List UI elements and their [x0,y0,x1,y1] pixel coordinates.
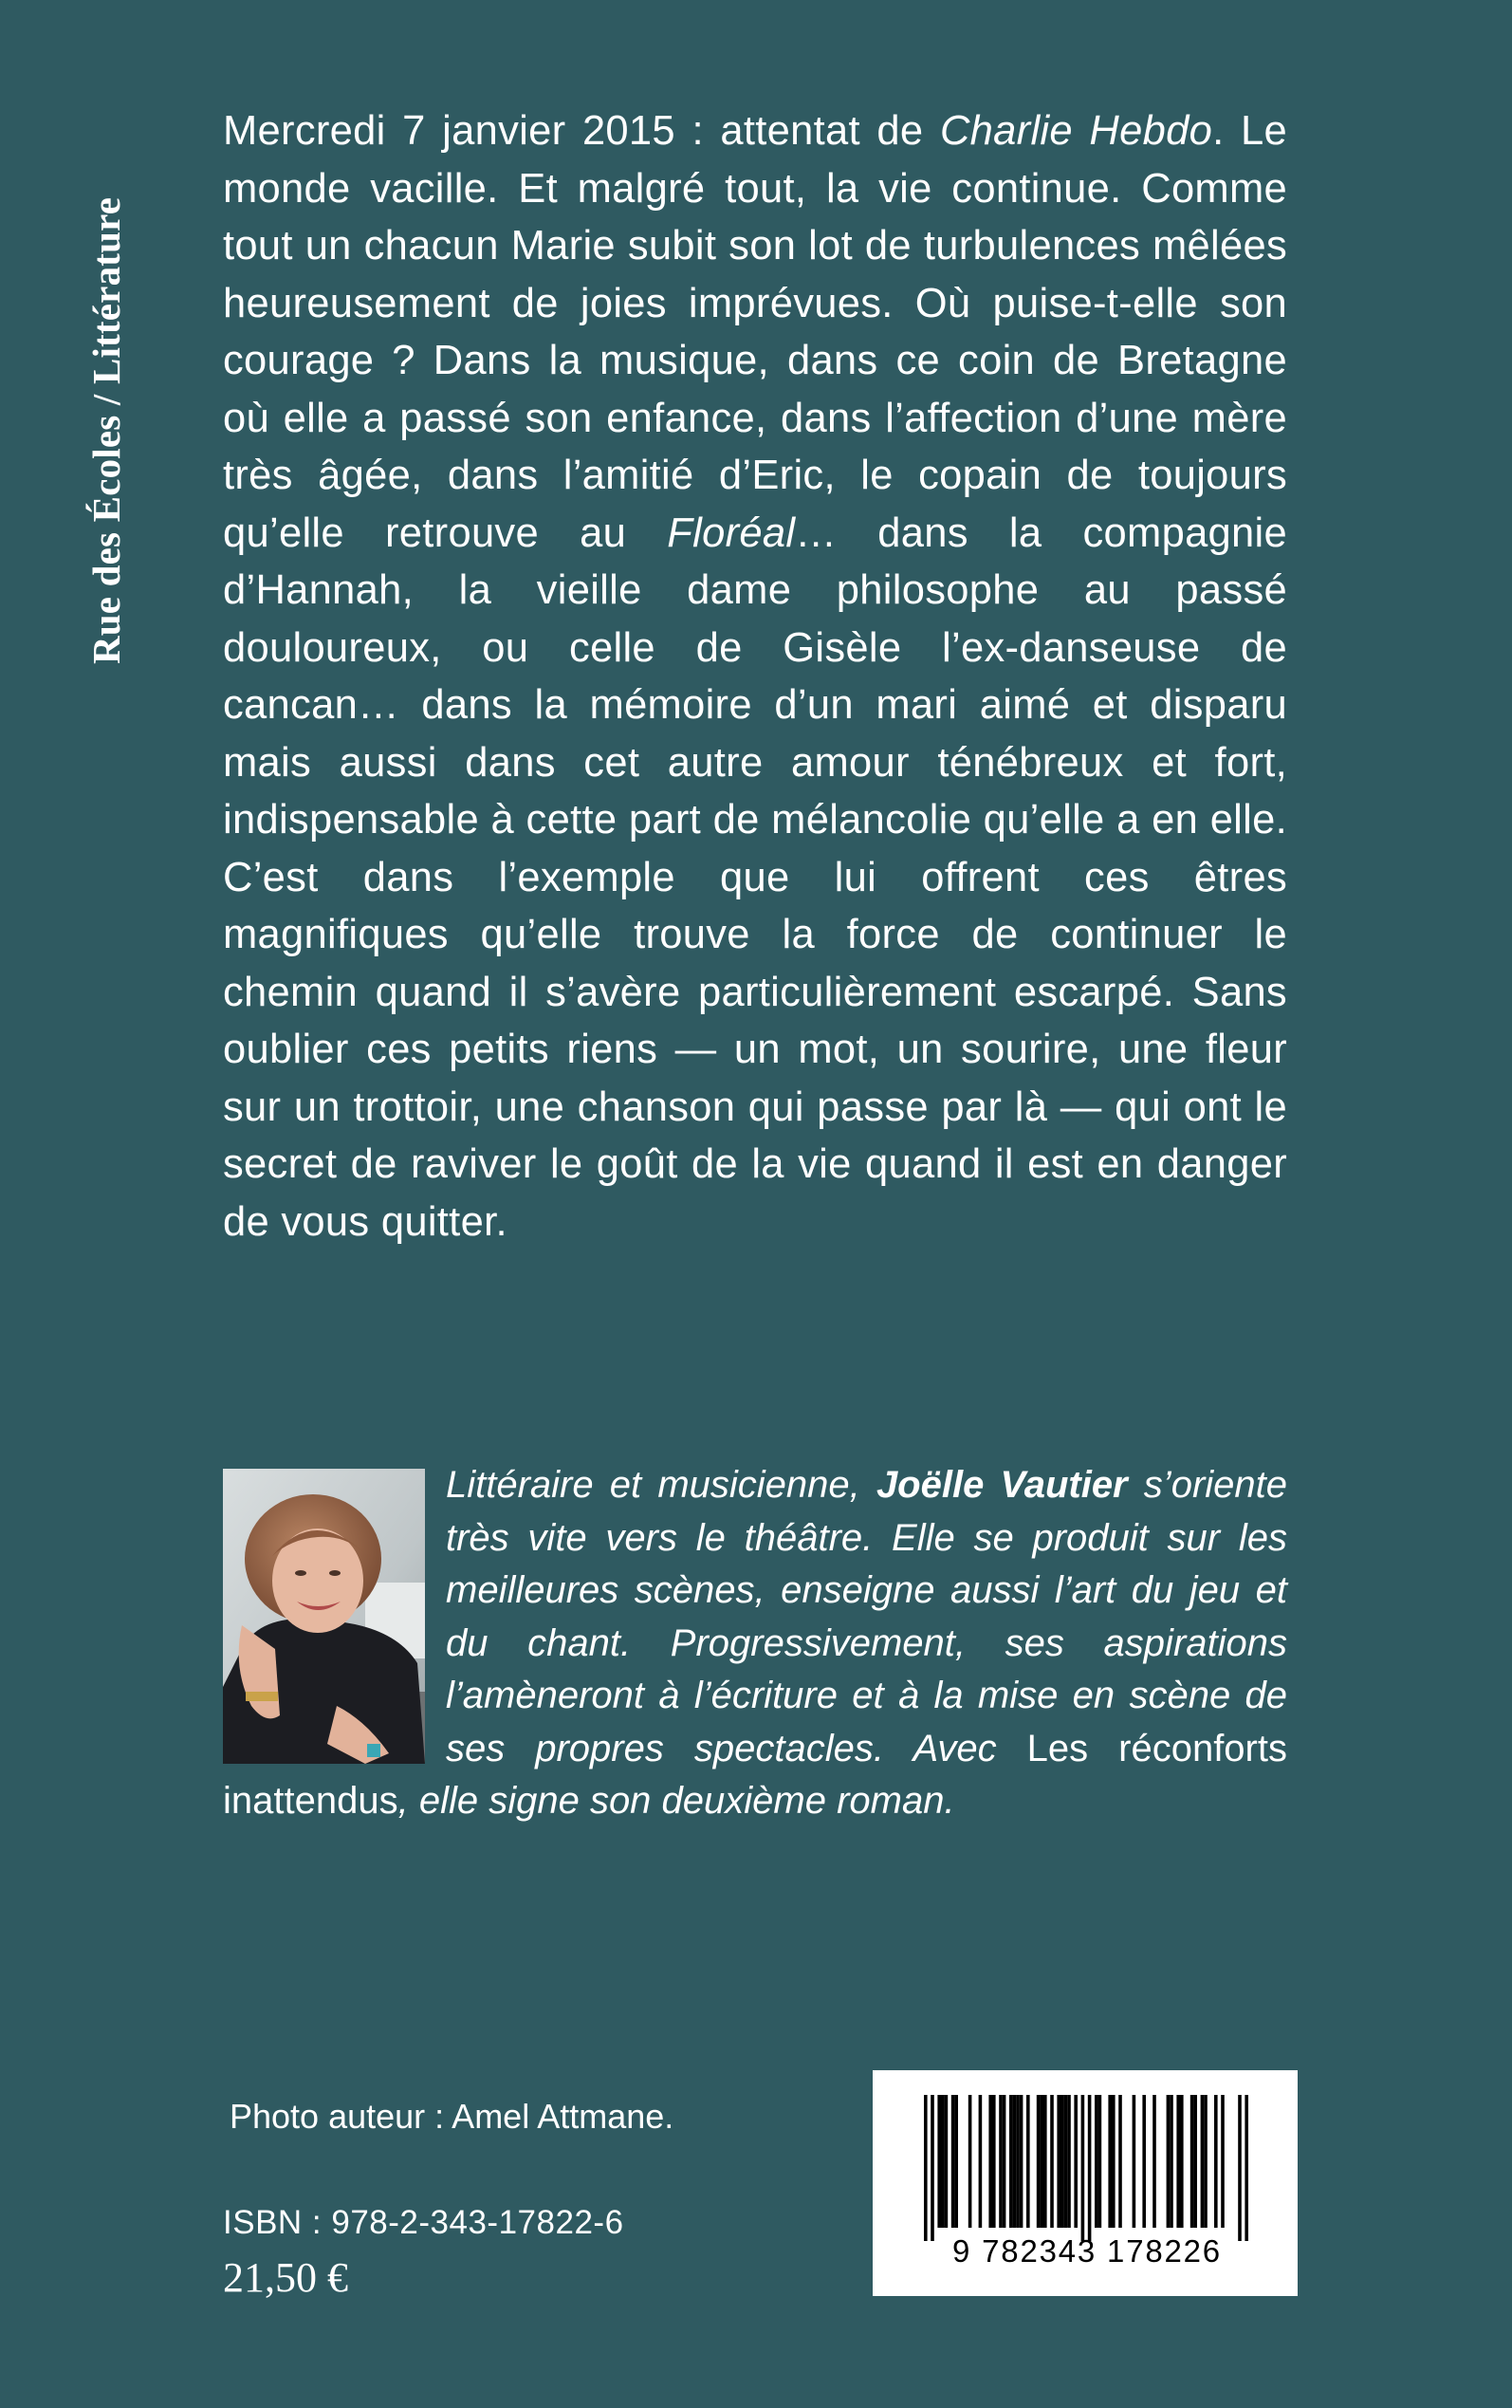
barcode-bar [1108,2095,1112,2228]
blurb-text-2: . Le monde vacille. Et malgré tout, la vie continue. Comme tout un chacun Marie subit son lot de turbulences mêlées heureusement de joies imprévues. Où puise-t-elle son courage ? Dans la musique, dans ce coin de Bretagne où elle a passé son enfance, dans l’affection d’une mère très âgée, dans l’amitié d’Eric, le copain de toujours qu’elle retrouve au [223,108,1288,556]
bio-book-title: Les réconforts inattendus [223,1727,1287,1822]
blurb-text-1: Mercredi 7 janvier 2015 : attentat de [223,108,940,154]
price: 21,50 € [223,2254,348,2301]
barcode-bar [1142,2095,1146,2228]
barcode-bar [1043,2095,1047,2228]
barcode-bar [968,2095,972,2228]
barcode-bar [1064,2095,1068,2228]
barcode-bar [1016,2095,1020,2228]
barcode-bar [1221,2095,1225,2228]
blurb-place-italic: Floréal [667,509,796,556]
barcode-bar [1245,2095,1248,2241]
barcode-bar [941,2095,945,2228]
barcode-bar [937,2095,941,2228]
barcode-bar [1067,2095,1071,2228]
barcode-bar [1238,2095,1242,2241]
barcode-bar [1009,2095,1013,2228]
author-name: Joëlle Vautier [876,1464,1128,1506]
barcode-digits: 9 782343 178226 [952,2233,1222,2269]
blurb-title-italic: Charlie Hebdo [939,108,1213,154]
back-cover-blurb [223,102,1287,1250]
barcode-bar [988,2095,992,2228]
barcode-bar [1204,2095,1208,2228]
barcode-bar [1088,2095,1092,2241]
barcode-bar [1152,2095,1156,2228]
barcode-bar [931,2095,934,2241]
barcode-bar [1095,2095,1098,2228]
barcode-bar [1201,2095,1205,2228]
barcode-bar [1167,2095,1171,2228]
barcode-bar [1081,2095,1085,2241]
barcode-bar [999,2095,1003,2228]
barcode-bar [1133,2095,1136,2228]
barcode-bar [1214,2095,1218,2228]
bio-intro: Littéraire et musicienne, [446,1464,876,1506]
barcode-bar [1112,2095,1116,2228]
bio-outro: , elle signe son deuxième roman. [397,1780,955,1822]
barcode-bar [1026,2095,1030,2228]
barcode-bar [1074,2095,1078,2228]
barcode-bar [1193,2095,1197,2228]
barcode-bar [1118,2095,1122,2228]
barcode-bar [951,2095,955,2228]
barcode-bar [979,2095,983,2228]
spine-collection-label: Rue des Écoles / Littérature [84,196,128,664]
barcode-bar [1098,2095,1102,2228]
barcode-bar [1190,2095,1194,2228]
barcode-bar [945,2095,949,2228]
bio-body: s’oriente très vite vers le théâtre. Elle se produit sur les meilleures scènes, enseigne aussi l’art du jeu et du chant. Progressivement, ses aspirations l’amèneront à l’écriture et à la mise en scène de ses propres spectacles. Avec [446,1464,1288,1769]
photo-credit: Photo auteur : Amel Attmane. [230,2097,674,2136]
barcode-bar [1037,2095,1041,2228]
barcode [873,2070,1298,2296]
barcode-bar [1057,2095,1060,2228]
barcode-bar [1020,2095,1023,2228]
barcode-bar [1003,2095,1006,2228]
barcode-bar [1180,2095,1184,2228]
author-photo [223,1469,425,1764]
barcode-bar [954,2095,958,2228]
barcode-bar [1013,2095,1017,2228]
barcode-bar [992,2095,996,2228]
barcode-bar [1060,2095,1064,2228]
barcode-bar [1040,2095,1043,2228]
blurb-text-3: … dans la compagnie d’Hannah, la vieille dame philosophe au passé douloureux, ou celle de Gisèle l’ex-danseuse de cancan… dans la mémoire d’un mari aimé et disparu mais aussi dans cet autre amour ténébreux et fort, indispensable à cette part de mélancolie qu’elle a en elle. C’est dans l’exemple que lui offrent ces êtres magnifiques qu’elle trouve la force de continuer le chemin quand il s’avère particulièrement escarpé. Sans oublier ces petits riens — un mot, un sourire, une fleur sur un trottoir, une chanson qui passe par là — qui ont le secret de raviver le goût de la vie quand il est en danger de vous quitter. [223,509,1288,1245]
barcode-bar [1050,2095,1054,2228]
barcode-bar [1176,2095,1180,2228]
barcode-bar [1170,2095,1173,2228]
barcode-bar [924,2095,928,2241]
isbn: ISBN : 978-2-343-17822-6 [223,2204,624,2241]
